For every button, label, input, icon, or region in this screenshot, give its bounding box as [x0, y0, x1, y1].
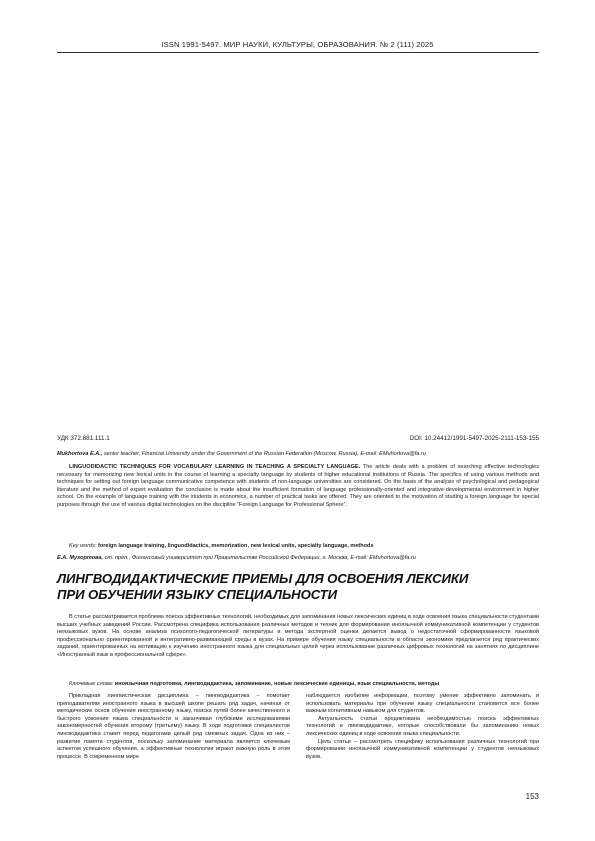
body-paragraph: Цель статьи – рассмотреть специфику использования различных технологий при формировании иноязычной коммуникативной компетенции у студентов неязыковых вузов. [306, 738, 539, 760]
body-paragraph-continued: наблюдается изобилие информации, поэтому умение эффективно запоминать и использовать материалы при обучении языку специальности становится все более важным когнитивным навыком для студентов. [306, 693, 539, 715]
abstract-en [57, 464, 539, 509]
header-rule [57, 52, 539, 53]
udk-code: УДК 372.881.111.1 [57, 435, 110, 442]
author-en-name: Mukhortova E.A., [57, 451, 103, 457]
abstract-en-text: The article deals with a problem of searching effective technologies necessary for memorizing new lexical units in the course of learning a specialty language by students of higher educational institutions of Russia. The specifics of using various methods and techniques for setting out foreign language communicative competence with students of non-language universities are considered. On the basis of the analysis of psychological and pedagogical literature and the method of expert evaluation the conclusion is made about the insufficient formation of language professionally-oriented and integrative-developmental environment in higher school. On the example of language training with the students in economics, a number of practical tasks are offered. They are oriented to the motivation of studing a foreign language for special purposes through the use of various digital technologies on the discipline “Foreign Language for Professional Sphere”. [57, 464, 540, 508]
title-ru-line-2: ПРИ ОБУЧЕНИИ ЯЗЫКУ СПЕЦИАЛЬНОСТИ [57, 586, 338, 602]
keywords-ru-label: Ключевые слова: [69, 681, 114, 687]
doi-link[interactable]: DOI: 10.24412/1991-5497-2025-2111-153-155 [409, 435, 539, 442]
keywords-ru [57, 681, 539, 689]
title-ru-line-1: ЛИНГВОДИДАКТИЧЕСКИЕ ПРИЕМЫ ДЛЯ ОСВОЕНИЯ ЛЕКСИКИ [57, 571, 469, 586]
abstract-ru: В статье рассматривается проблема поиска эффективных технологий, необходимых для запоминания новых лексических единиц в ходе освоения языка специальности студентами высших учебных заведений России. Рассмотрена специфика использования различных методов и техник для формирования иноязычной коммуникативной компетенции у студентов неязыковых вузов. На основе анализа психолого-педагогической литературы и метода экспертной оценки делается вывод о недостаточной сформированности языковой профессионально ориентированной и интегративно-развивающей среды в вузах. На примере обучения языку специальности в области экономики предлагается ряд практических заданий, ориентированных на мотивацию к изучению иностранного языка для специальных целей через использование различных цифровых технологий на занятиях по дисциплине «Иностранный язык в профессиональной сфере». [57, 614, 539, 658]
author-ru [57, 555, 539, 563]
body-column-left [57, 693, 290, 761]
body-paragraph: Прикладная лингвистическая дисциплина – лингводидактика – помогает преподавателям иностранного языка в высшей школе решать ряд задач, начиная от методических основ обучения иностранному языку, поиска путей более качественного и быстрого усвоения языка специальности и заканчивая глубокими исследованиями закономерностей обучения второму (третьему) языку. В ходе подготовки специалистов лингводидактика ставит перед педагогами целый ряд смежных задач. Одна из них – развитие памяти студентов, поскольку запоминание материала является ключевым аспектом успешного обучения, а эффективные технологии играют важную роль в этом процессе. В современном мире [57, 693, 290, 760]
author-en-affiliation: senior teacher, Financial University under the Government of the Russian Federation (Moscow, Russia), E-mail: EMuhortova@fa.ru [102, 451, 426, 457]
keywords-en-label: Key words: [69, 543, 97, 549]
keywords-ru-text: иноязычная подготовка, лингводидактика, запоминание, новые лексические единицы, язык специальности, методы [113, 681, 440, 687]
keywords-en [57, 543, 539, 551]
author-ru-affiliation: ст. преп., Финансовый университет при Правительстве Российской Федерации, г. Москва, E-mail: EMuhortova@fa.ru [103, 555, 416, 561]
running-header: ISSN 1991-5497. МИР НАУКИ, КУЛЬТУРЫ, ОБРАЗОВАНИЯ. № 2 (111) 2025 [161, 40, 434, 49]
page-number: 153 [525, 792, 539, 801]
body-paragraph: Актуальность статьи продиктована необходимостью поиска эффективных технологий в лингводидактике, которые способствовали бы запоминанию новых лексических единиц в ходе освоения языка специальности. [306, 715, 539, 737]
author-en [57, 451, 539, 459]
article-title-en: LINGUODIDACTIC TECHNIQUES FOR VOCABULARY LEARNING IN TEACHING A SPECIALTY LANGUAGE. [69, 464, 361, 470]
body-column-right [306, 693, 539, 761]
article-title-ru [57, 571, 539, 602]
author-ru-name: Е.А. Мухортова, [57, 555, 104, 561]
keywords-en-text: foreign language training, linguodidactics, memorization, new lexical units, specialty language, methods [96, 543, 374, 549]
